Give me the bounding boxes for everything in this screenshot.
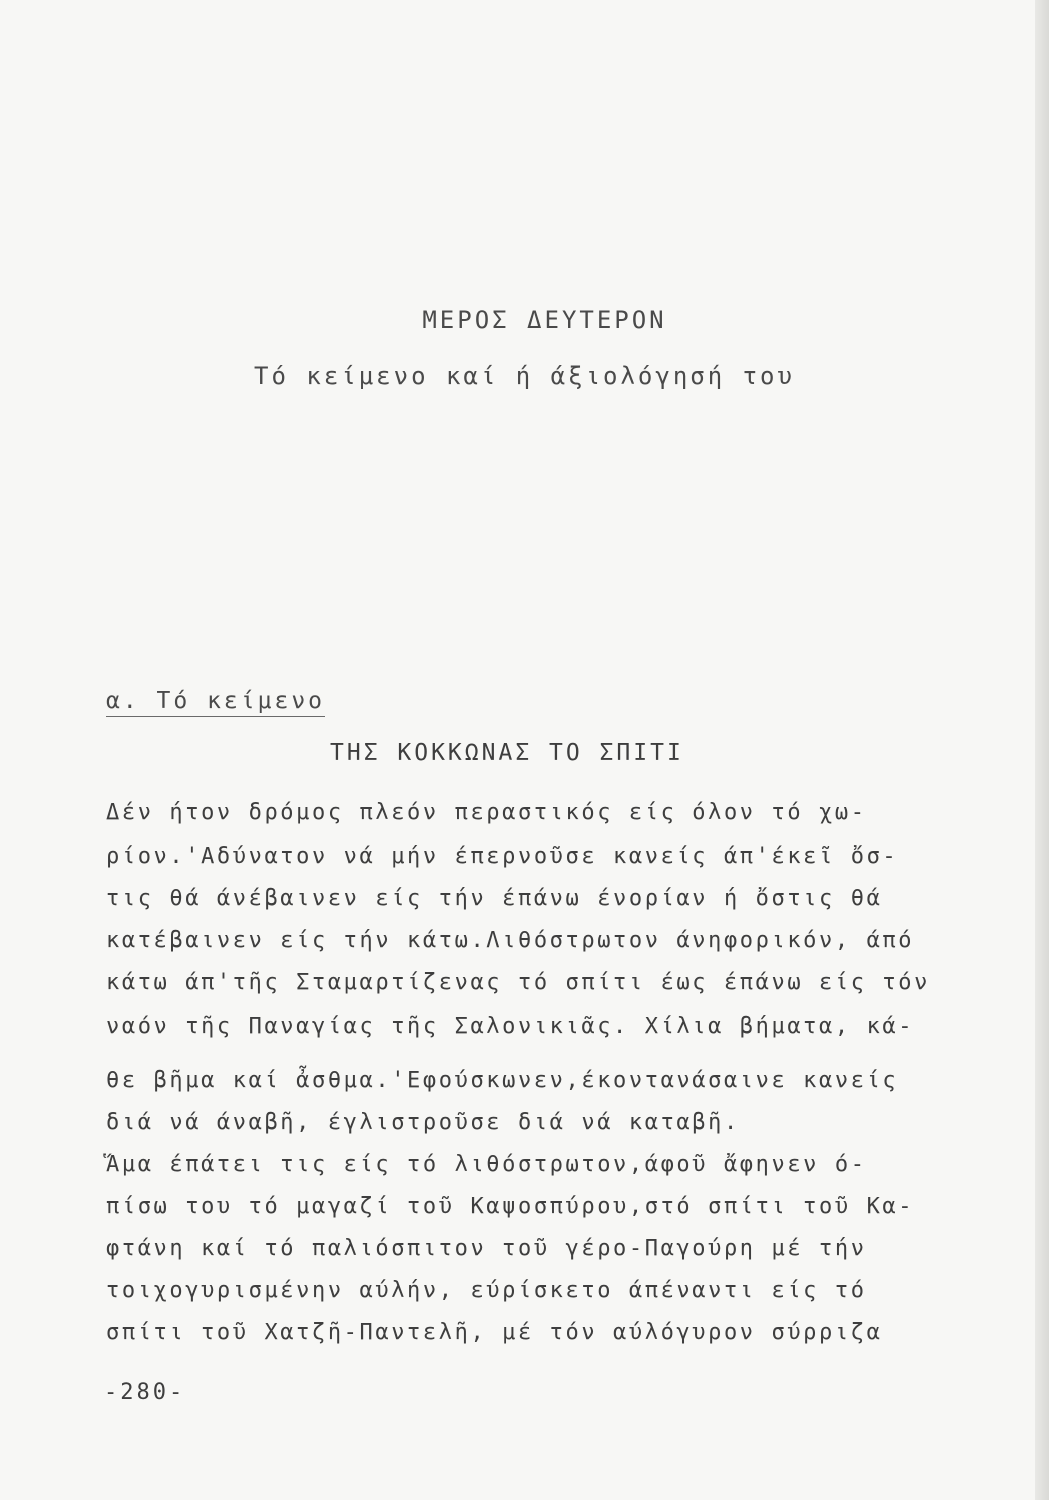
body-line: σπίτι τοῦ Χατζῆ-Παντελῆ, μέ τόν αύλόγυρον σύρριζα bbox=[106, 1320, 883, 1345]
body-line: τις θά άνέβαινεν είς τήν έπάνω ένορίαν ή ὄστις θά bbox=[106, 886, 883, 911]
story-title: ΤΗΣ ΚΟΚΚΩΝΑΣ ΤΟ ΣΠΙΤΙ bbox=[330, 740, 684, 766]
body-line: ρίον.'Αδύνατον νά μήν έπερνοῦσε κανείς άπ'έκεῖ ὄσ- bbox=[106, 844, 899, 869]
body-line: φτάνη καί τό παλιόσπιτον τοῦ γέρο-Παγούρη μέ τήν bbox=[106, 1236, 867, 1261]
body-line: ναόν τῆς Παναγίας τῆς Σαλονικιᾶς. Χίλια βήματα, κά- bbox=[106, 1014, 915, 1039]
body-line: θε βῆμα καί ἆσθμα.'Εφούσκωνεν,έκοντανάσαινε κανείς bbox=[106, 1068, 899, 1093]
body-line: κάτω άπ'τῆς Σταμαρτίζενας τό σπίτι έως έπάνω είς τόν bbox=[106, 970, 930, 995]
body-line: τοιχογυρισμένην αύλήν, εύρίσκετο άπέναντι είς τό bbox=[106, 1278, 867, 1303]
body-line: πίσω του τό μαγαζί τοῦ Καψοσπύρου,στό σπίτι τοῦ Κα- bbox=[106, 1194, 915, 1219]
body-line: Δέν ήτον δρόμος πλεόν περαστικός είς όλον τό χω- bbox=[106, 800, 867, 825]
body-line: κατέβαινεν είς τήν κάτω.Λιθόστρωτον άνηφορικόν, άπό bbox=[106, 928, 915, 953]
page-edge-shadow bbox=[1035, 0, 1049, 1500]
page-number: -280- bbox=[104, 1380, 186, 1405]
part-title: ΜΕΡΟΣ ΔΕΥΤΕΡΟΝ bbox=[422, 306, 667, 334]
body-line: Ἅμα έπάτει τις είς τό λιθόστρωτον,άφοῦ ἄφηνεν ό- bbox=[106, 1152, 867, 1177]
part-subtitle: Τό κείμενο καί ή άξιολόγησή του bbox=[254, 362, 795, 390]
body-line: διά νά άναβῆ, έγλιστροῦσε διά νά καταβῆ. bbox=[106, 1110, 740, 1135]
section-heading: α. Τό κείμενο bbox=[106, 688, 325, 717]
